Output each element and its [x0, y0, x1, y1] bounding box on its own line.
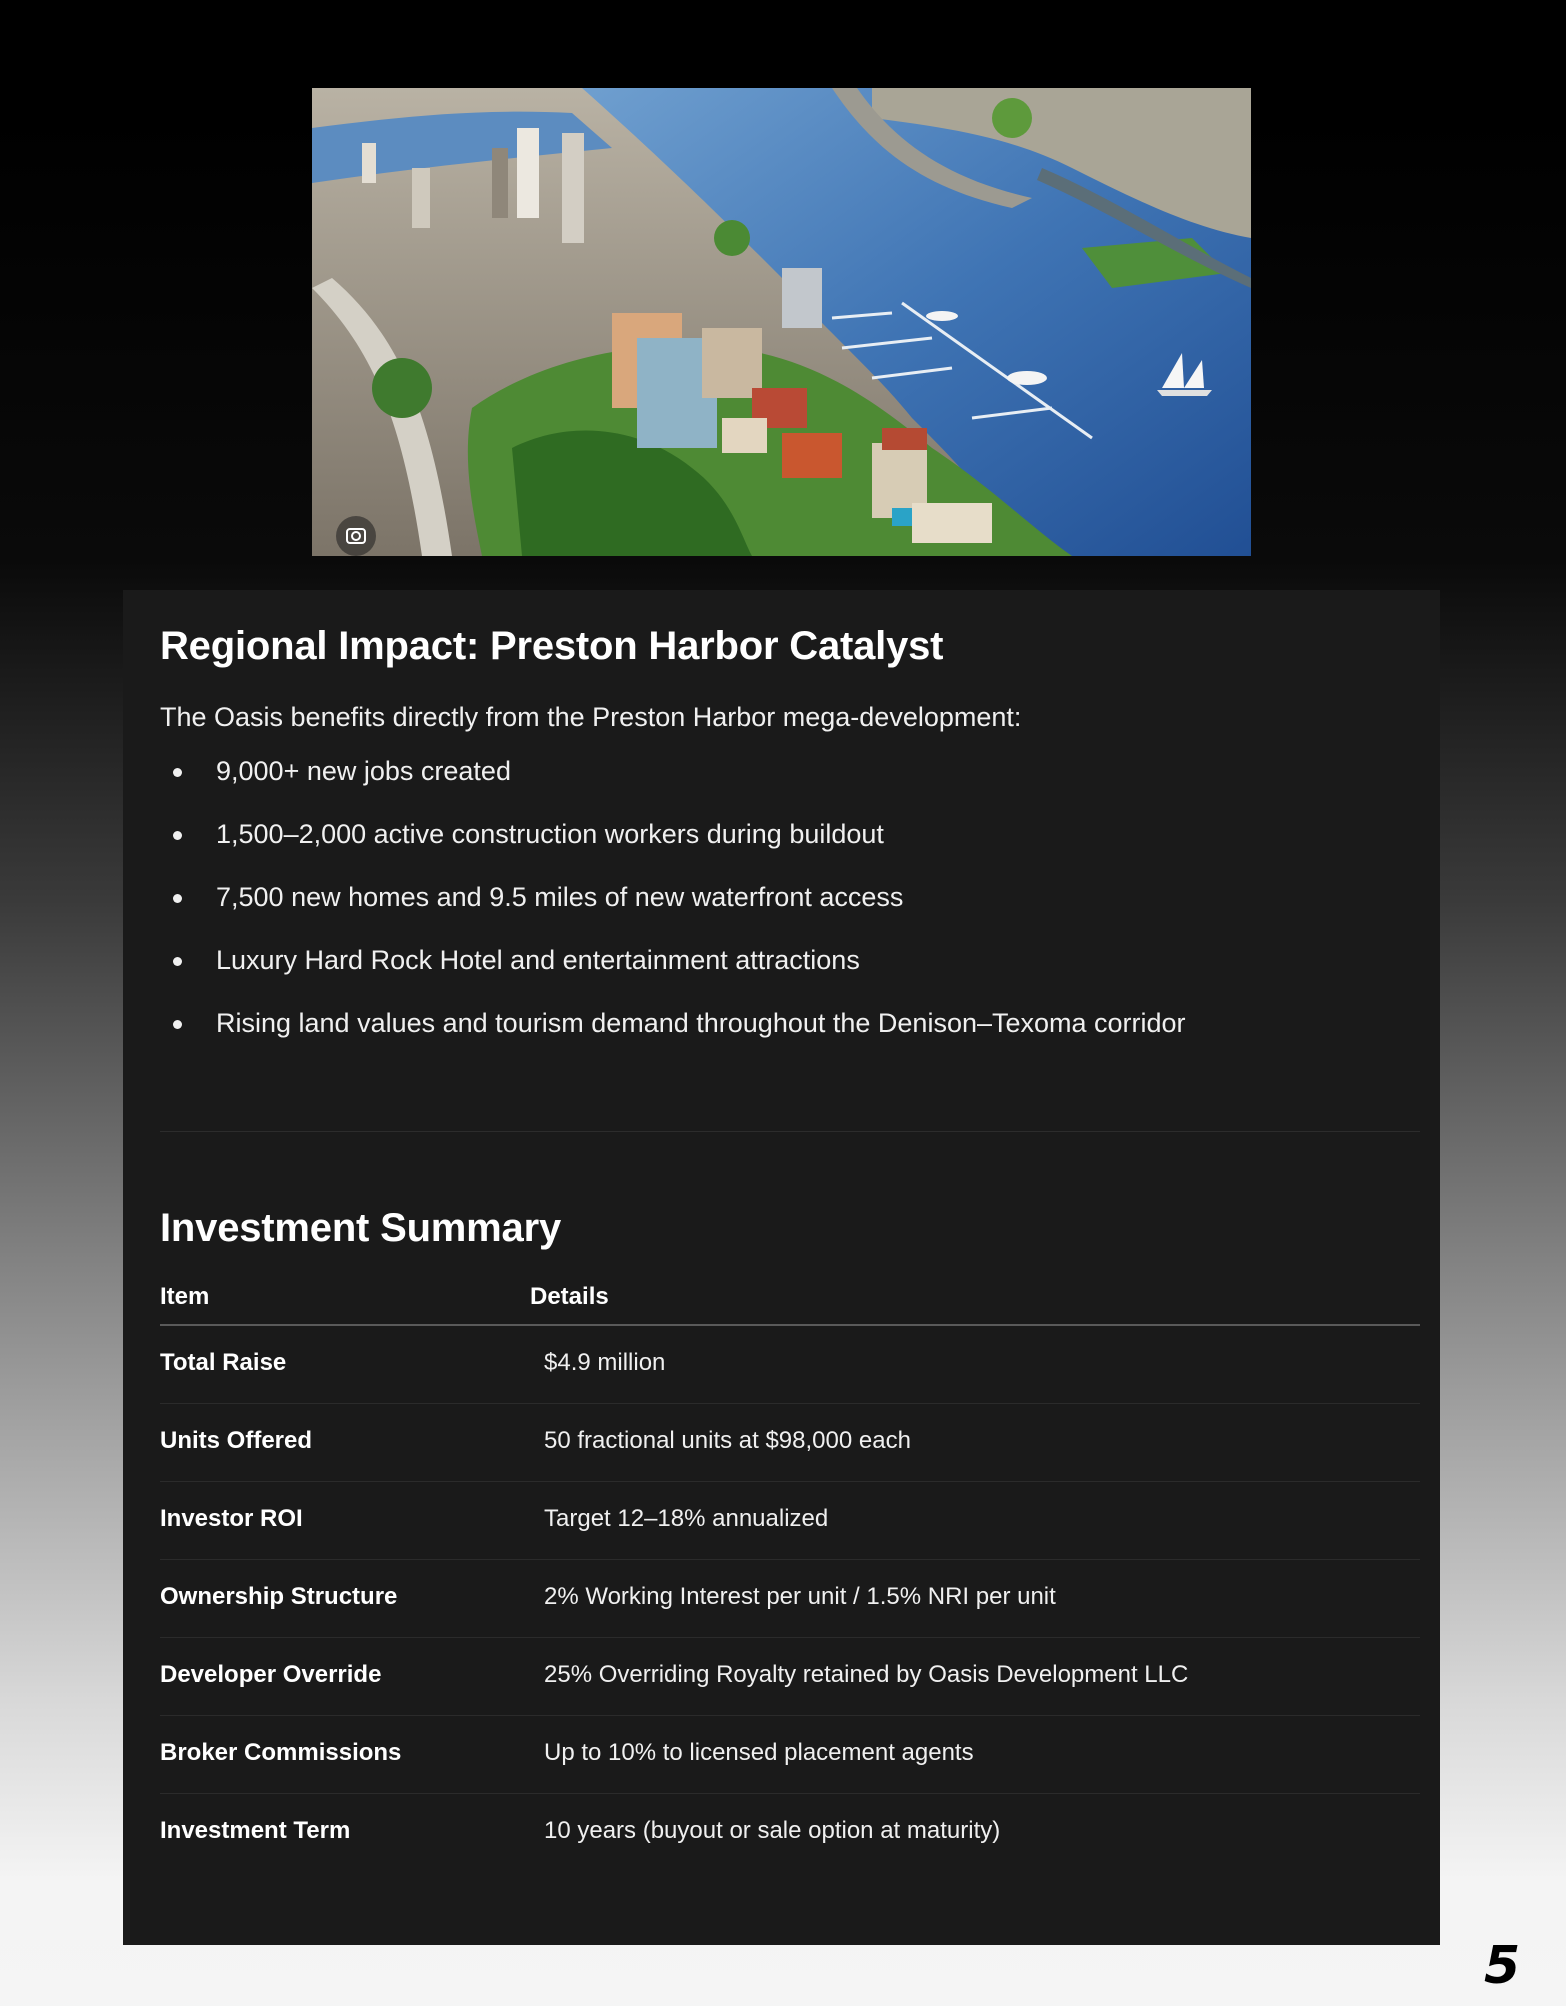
- investment-summary-heading: Investment Summary: [160, 1206, 561, 1250]
- bullet-dot-icon: [173, 1020, 182, 1029]
- bullet-text: 9,000+ new jobs created: [216, 756, 511, 786]
- hero-aerial-image: [312, 88, 1251, 556]
- camera-lens-icon[interactable]: [336, 516, 376, 556]
- row-detail: Target 12–18% annualized: [544, 1505, 829, 1532]
- table-row: [160, 1638, 1420, 1716]
- content-card: [123, 590, 1440, 1945]
- page-number: 5: [1484, 1936, 1521, 1996]
- bullet-text: Luxury Hard Rock Hotel and entertainment attractions: [216, 945, 860, 975]
- section-divider: [160, 1131, 1420, 1132]
- bullet-dot-icon: [173, 768, 182, 777]
- row-detail: 25% Overriding Royalty retained by Oasis Development LLC: [544, 1661, 1189, 1688]
- table-row: [160, 1716, 1420, 1794]
- row-detail: 50 fractional units at $98,000 each: [544, 1427, 911, 1454]
- table-row: [160, 1560, 1420, 1638]
- bullet-text: 7,500 new homes and 9.5 miles of new waterfront access: [216, 882, 904, 912]
- row-item: Ownership Structure: [160, 1583, 398, 1610]
- row-detail: 2% Working Interest per unit / 1.5% NRI per unit: [544, 1583, 1056, 1610]
- bullet-item: [160, 1005, 1186, 1068]
- column-header-details: Details: [530, 1283, 609, 1310]
- row-detail: 10 years (buyout or sale option at maturity): [544, 1817, 1001, 1844]
- row-item: Units Offered: [160, 1427, 313, 1454]
- bullet-item: [160, 753, 1186, 816]
- row-item: Broker Commissions: [160, 1739, 402, 1766]
- bullet-item: [160, 879, 1186, 942]
- column-header-item: Item: [160, 1283, 210, 1310]
- bullet-dot-icon: [173, 894, 182, 903]
- table-row: [160, 1404, 1420, 1482]
- row-item: Investment Term: [160, 1817, 351, 1844]
- bullet-dot-icon: [173, 957, 182, 966]
- regional-impact-heading: Regional Impact: Preston Harbor Catalyst: [160, 624, 944, 668]
- table-header: [160, 1280, 1420, 1326]
- bullet-text: Rising land values and tourism demand throughout the Denison–Texoma corridor: [216, 1008, 1186, 1038]
- table-row: [160, 1794, 1420, 1871]
- row-item: Total Raise: [160, 1349, 287, 1376]
- bullet-dot-icon: [173, 831, 182, 840]
- regional-intro: The Oasis benefits directly from the Preston Harbor mega-development:: [160, 702, 1022, 732]
- aerial-rendering-illustration: [312, 88, 1251, 556]
- bullet-item: [160, 816, 1186, 879]
- table-row: [160, 1326, 1420, 1404]
- row-detail: Up to 10% to licensed placement agents: [544, 1739, 974, 1766]
- row-item: Developer Override: [160, 1661, 382, 1688]
- investment-summary-table: [160, 1280, 1420, 1871]
- row-detail: $4.9 million: [544, 1349, 666, 1376]
- row-item: Investor ROI: [160, 1505, 303, 1532]
- bullet-text: 1,500–2,000 active construction workers during buildout: [216, 819, 884, 849]
- table-row: [160, 1482, 1420, 1560]
- regional-bullet-list: [160, 753, 1186, 1068]
- bullet-item: [160, 942, 1186, 1005]
